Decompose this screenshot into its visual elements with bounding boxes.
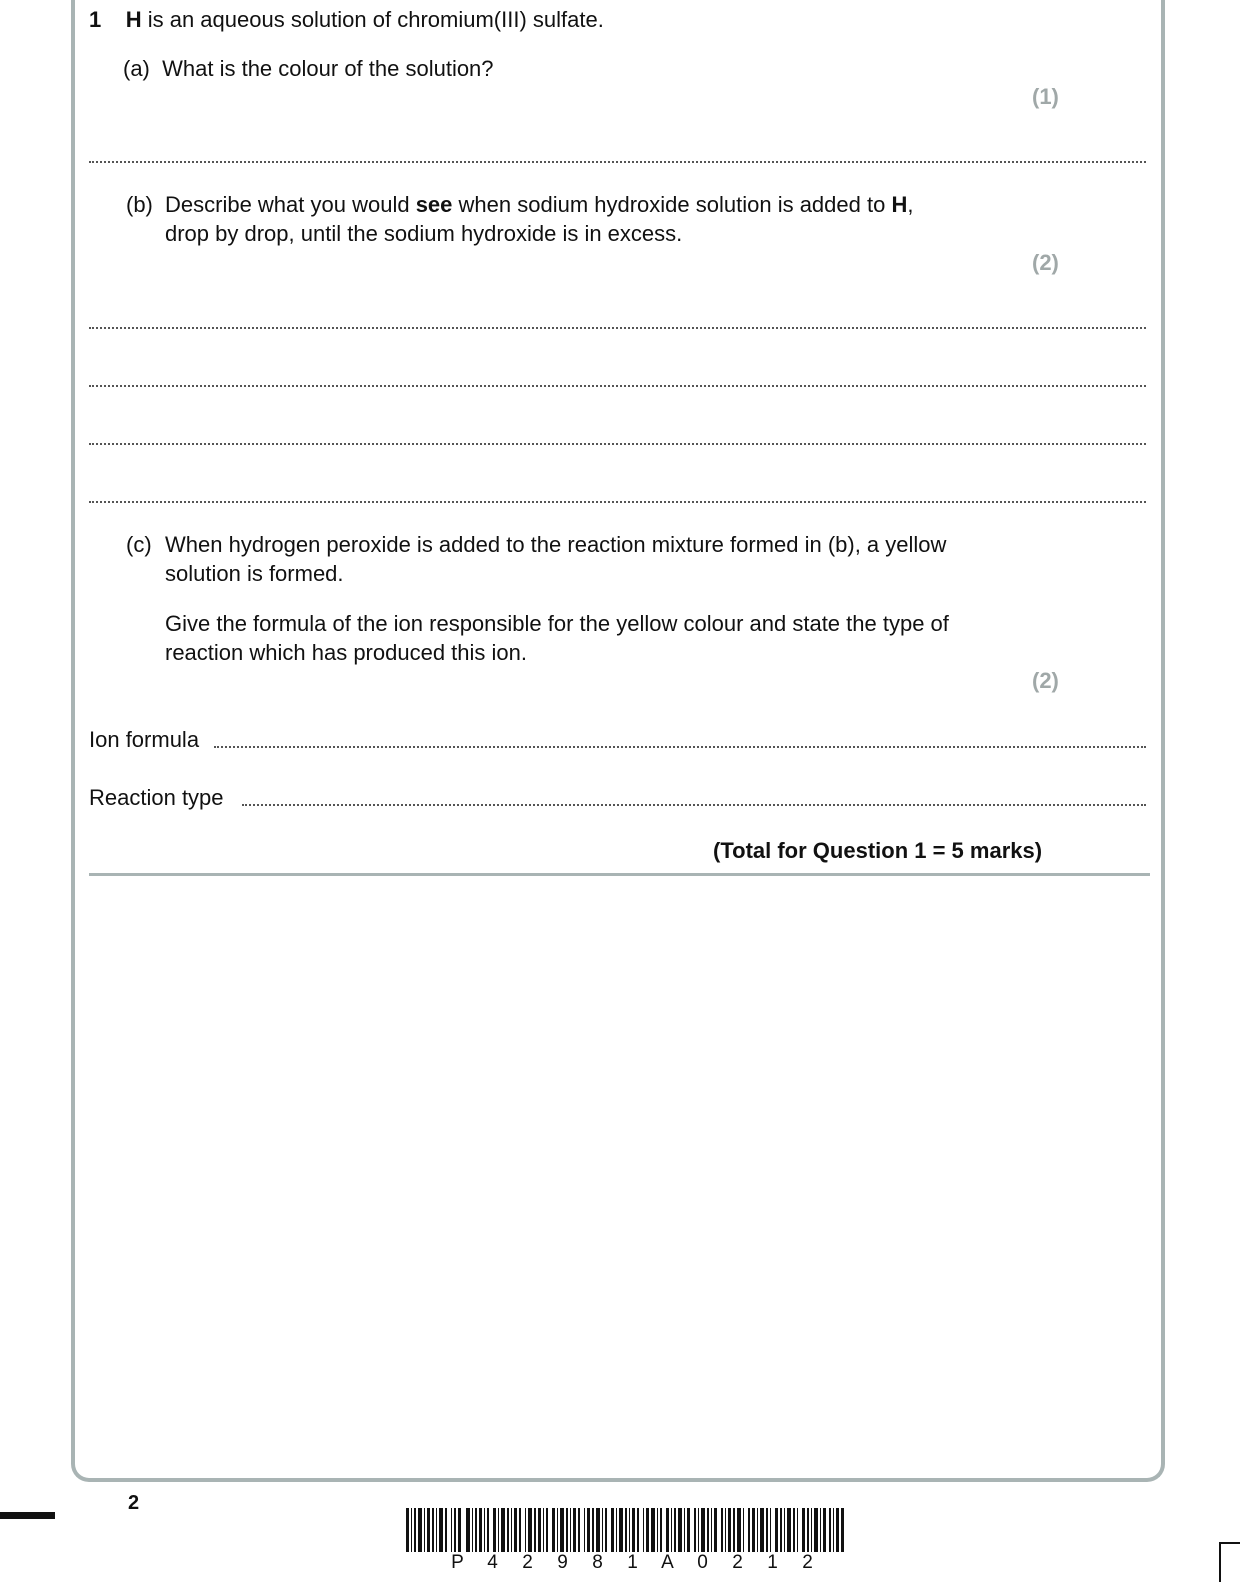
intro-bold-h: H [125,7,142,32]
barcode-icon [406,1508,844,1552]
barcode-digit: 2 [522,1552,533,1573]
part-b-line1-pre: Describe what you would [165,192,416,217]
part-a-label: (a) [123,56,150,81]
question-total: (Total for Question 1 = 5 marks) [713,838,1043,863]
part-b-bold-h: H [891,192,908,217]
question-end-rule [89,873,1150,876]
answer-line-a1[interactable] [89,161,1146,163]
part-c-marks: (2) [1032,668,1059,693]
registration-mark-left [0,1512,55,1519]
part-b-line2: drop by drop, until the sodium hydroxide is in excess. [165,221,683,246]
barcode-digit: 2 [732,1552,743,1573]
question-intro [89,5,604,34]
part-c-line1: When hydrogen peroxide is added to the reaction mixture formed in (b), a yellow [165,532,947,557]
barcode-digit: 1 [627,1552,638,1573]
ion-formula-label: Ion formula [89,727,200,752]
part-c-line4: reaction which has produced this ion. [165,640,527,665]
barcode-digit: 9 [557,1552,568,1573]
reaction-type-label: Reaction type [89,785,224,810]
barcode-digit: 1 [767,1552,778,1573]
barcode-digit: 4 [487,1552,498,1573]
barcode-digit: 0 [697,1552,708,1573]
part-c-line3: Give the formula of the ion responsible for the yellow colour and state the type of [165,611,949,636]
answer-line-b4[interactable] [89,501,1146,503]
ion-formula-answer-line[interactable] [214,746,1146,748]
part-a-question [123,54,494,83]
barcode-digit: A [661,1552,674,1573]
barcode-digit: P [451,1552,464,1573]
barcode-digit: 8 [592,1552,603,1573]
part-a-marks: (1) [1032,84,1059,109]
question-number: 1 [89,7,102,32]
answer-line-b3[interactable] [89,443,1146,445]
part-c-label: (c) [126,532,152,557]
reaction-type-answer-line[interactable] [242,804,1146,806]
page-number: 2 [128,1492,140,1514]
answer-line-b2[interactable] [89,385,1146,387]
part-a-text: What is the colour of the solution? [162,56,494,81]
part-b-line1 [165,190,913,219]
part-b-line1-mid: when sodium hydroxide solution is added to [452,192,892,217]
registration-mark-corner [1219,1542,1240,1582]
part-b-line1-post: , [907,192,914,217]
part-b-bold-see: see [415,192,453,217]
part-c-line2: solution is formed. [165,561,344,586]
answer-line-b1[interactable] [89,327,1146,329]
intro-text: is an aqueous solution of chromium(III) sulfate. [141,7,604,32]
part-b-label: (b) [126,192,153,217]
barcode-digits [440,1552,825,1574]
part-b-marks: (2) [1032,250,1059,275]
barcode-digit: 2 [802,1552,813,1573]
